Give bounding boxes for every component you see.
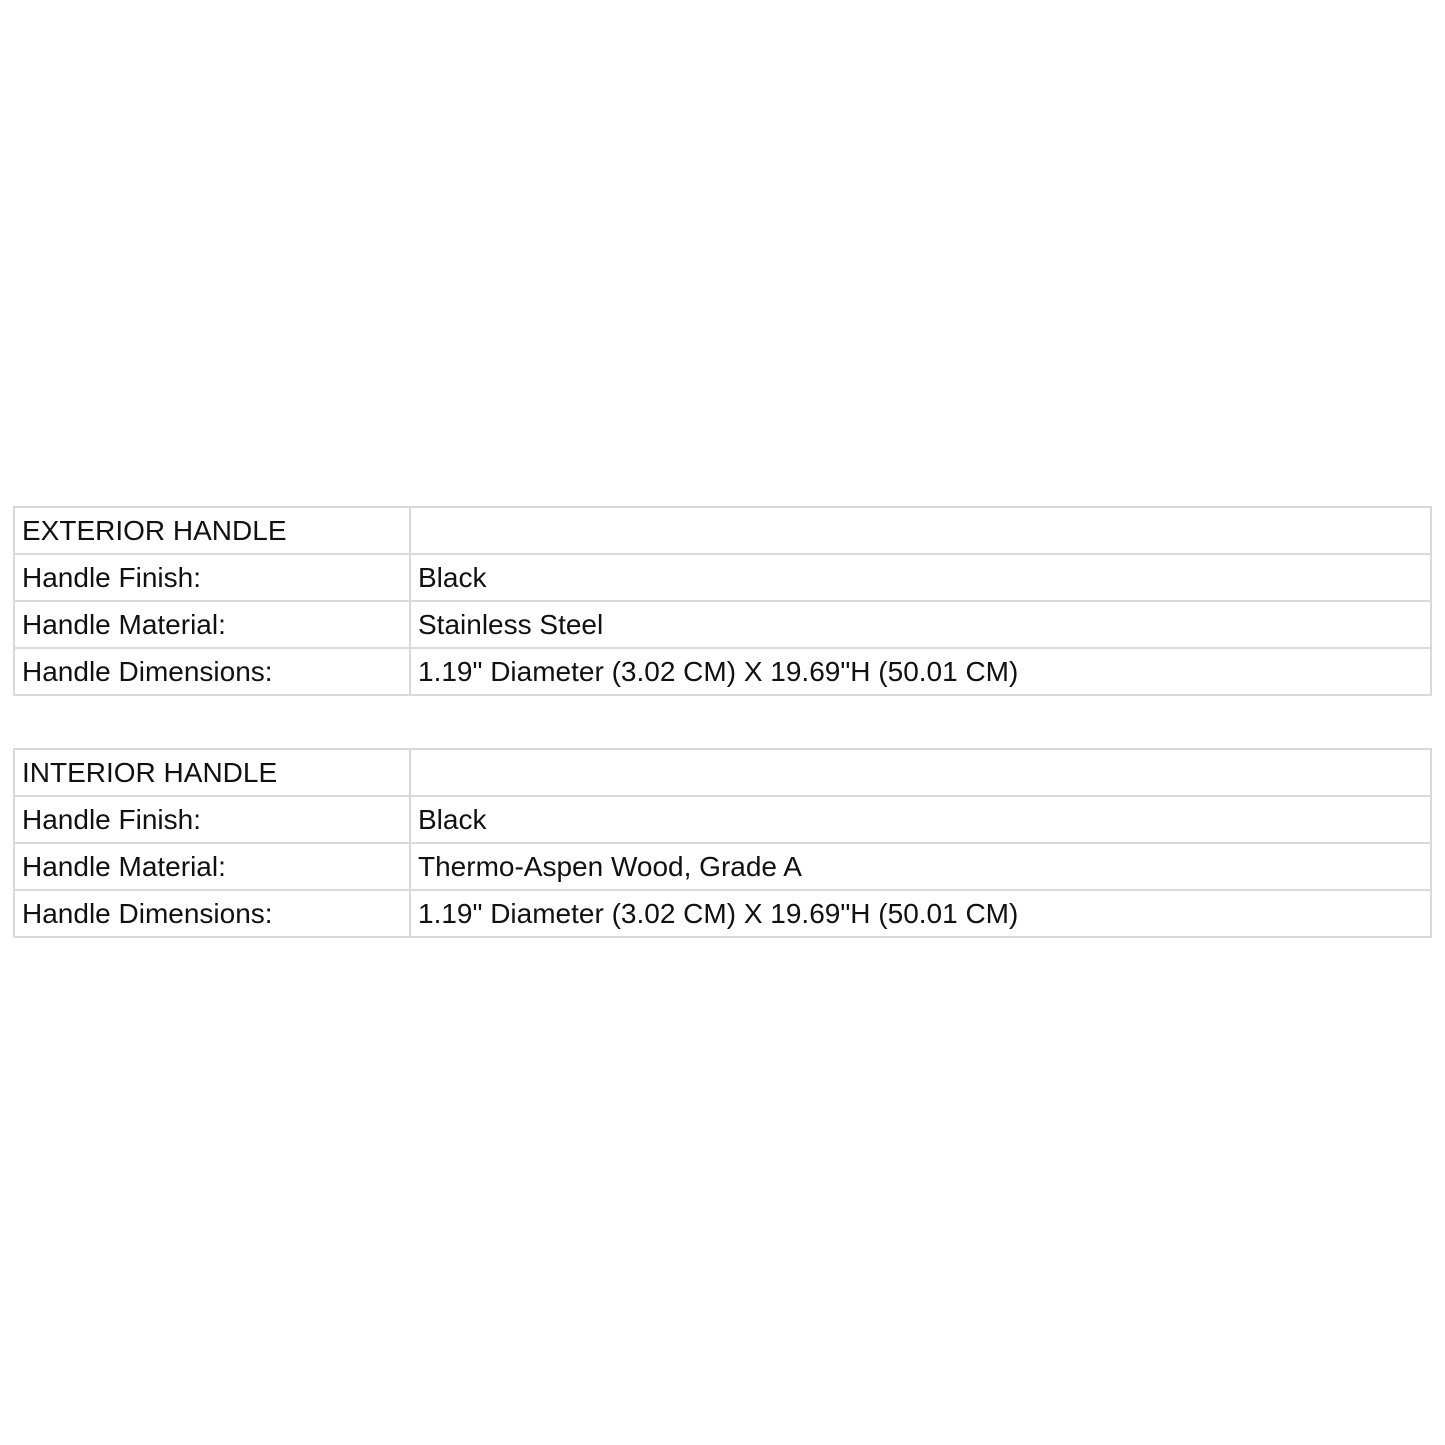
spec-value: Thermo-Aspen Wood, Grade A — [410, 843, 1431, 890]
table-row — [14, 554, 1431, 601]
table-row — [14, 890, 1431, 937]
spec-value: Stainless Steel — [410, 601, 1431, 648]
spec-label: Handle Material: — [14, 843, 410, 890]
table-section-title: EXTERIOR HANDLE — [14, 507, 410, 554]
spec-label: Handle Dimensions: — [14, 890, 410, 937]
table-row — [14, 796, 1431, 843]
exterior-handle-spec-table — [13, 506, 1432, 696]
spec-value: 1.19" Diameter (3.02 CM) X 19.69"H (50.01 CM) — [410, 890, 1431, 937]
table-row — [14, 601, 1431, 648]
table-header-row — [14, 749, 1431, 796]
spec-value: 1.19" Diameter (3.02 CM) X 19.69"H (50.01 CM) — [410, 648, 1431, 695]
table-row — [14, 648, 1431, 695]
spec-value: Black — [410, 796, 1431, 843]
spec-label: Handle Material: — [14, 601, 410, 648]
table-section-title: INTERIOR HANDLE — [14, 749, 410, 796]
spec-label: Handle Finish: — [14, 554, 410, 601]
spec-label: Handle Dimensions: — [14, 648, 410, 695]
table-header-empty-cell — [410, 749, 1431, 796]
table-header-row — [14, 507, 1431, 554]
spec-value: Black — [410, 554, 1431, 601]
spec-label: Handle Finish: — [14, 796, 410, 843]
table-header-empty-cell — [410, 507, 1431, 554]
interior-handle-spec-table — [13, 748, 1432, 938]
table-row — [14, 843, 1431, 890]
